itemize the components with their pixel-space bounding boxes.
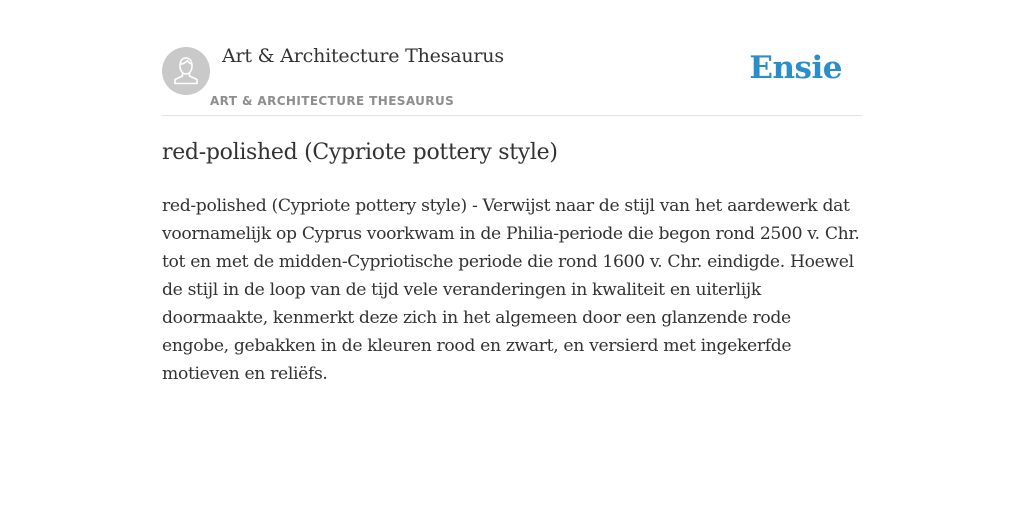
- entry-card: [162, 0, 862, 512]
- source-title[interactable]: Art & Architecture Thesaurus: [222, 45, 504, 67]
- user-icon: [162, 47, 210, 95]
- definition-text: red-polished (Cypriote pottery style) - Verwijst naar de stijl van het aardewerk dat voornamelijk op Cyprus voorkwam in de Philia-periode die begon rond 2500 v. Chr. tot en met de midden-Cypriotische periode die rond 1600 v. Chr. eindigde. Hoewel de stijl in de loop van de tijd vele veranderingen in kwaliteit en uiterlijk doormaakte, kenmerkt deze zich in het algemeen door een glanzende rode engobe, gebakken in de kleuren rood en zwart, en versierd met ingekerfde motieven en reliëfs.: [162, 196, 860, 384]
- page-title: red-polished (Cypriote pottery style): [162, 140, 558, 165]
- entry-header: [162, 0, 862, 116]
- brand-logo[interactable]: Ensie: [749, 50, 842, 86]
- avatar[interactable]: [162, 47, 210, 95]
- source-subtitle[interactable]: ART & ARCHITECTURE THESAURUS: [210, 94, 455, 108]
